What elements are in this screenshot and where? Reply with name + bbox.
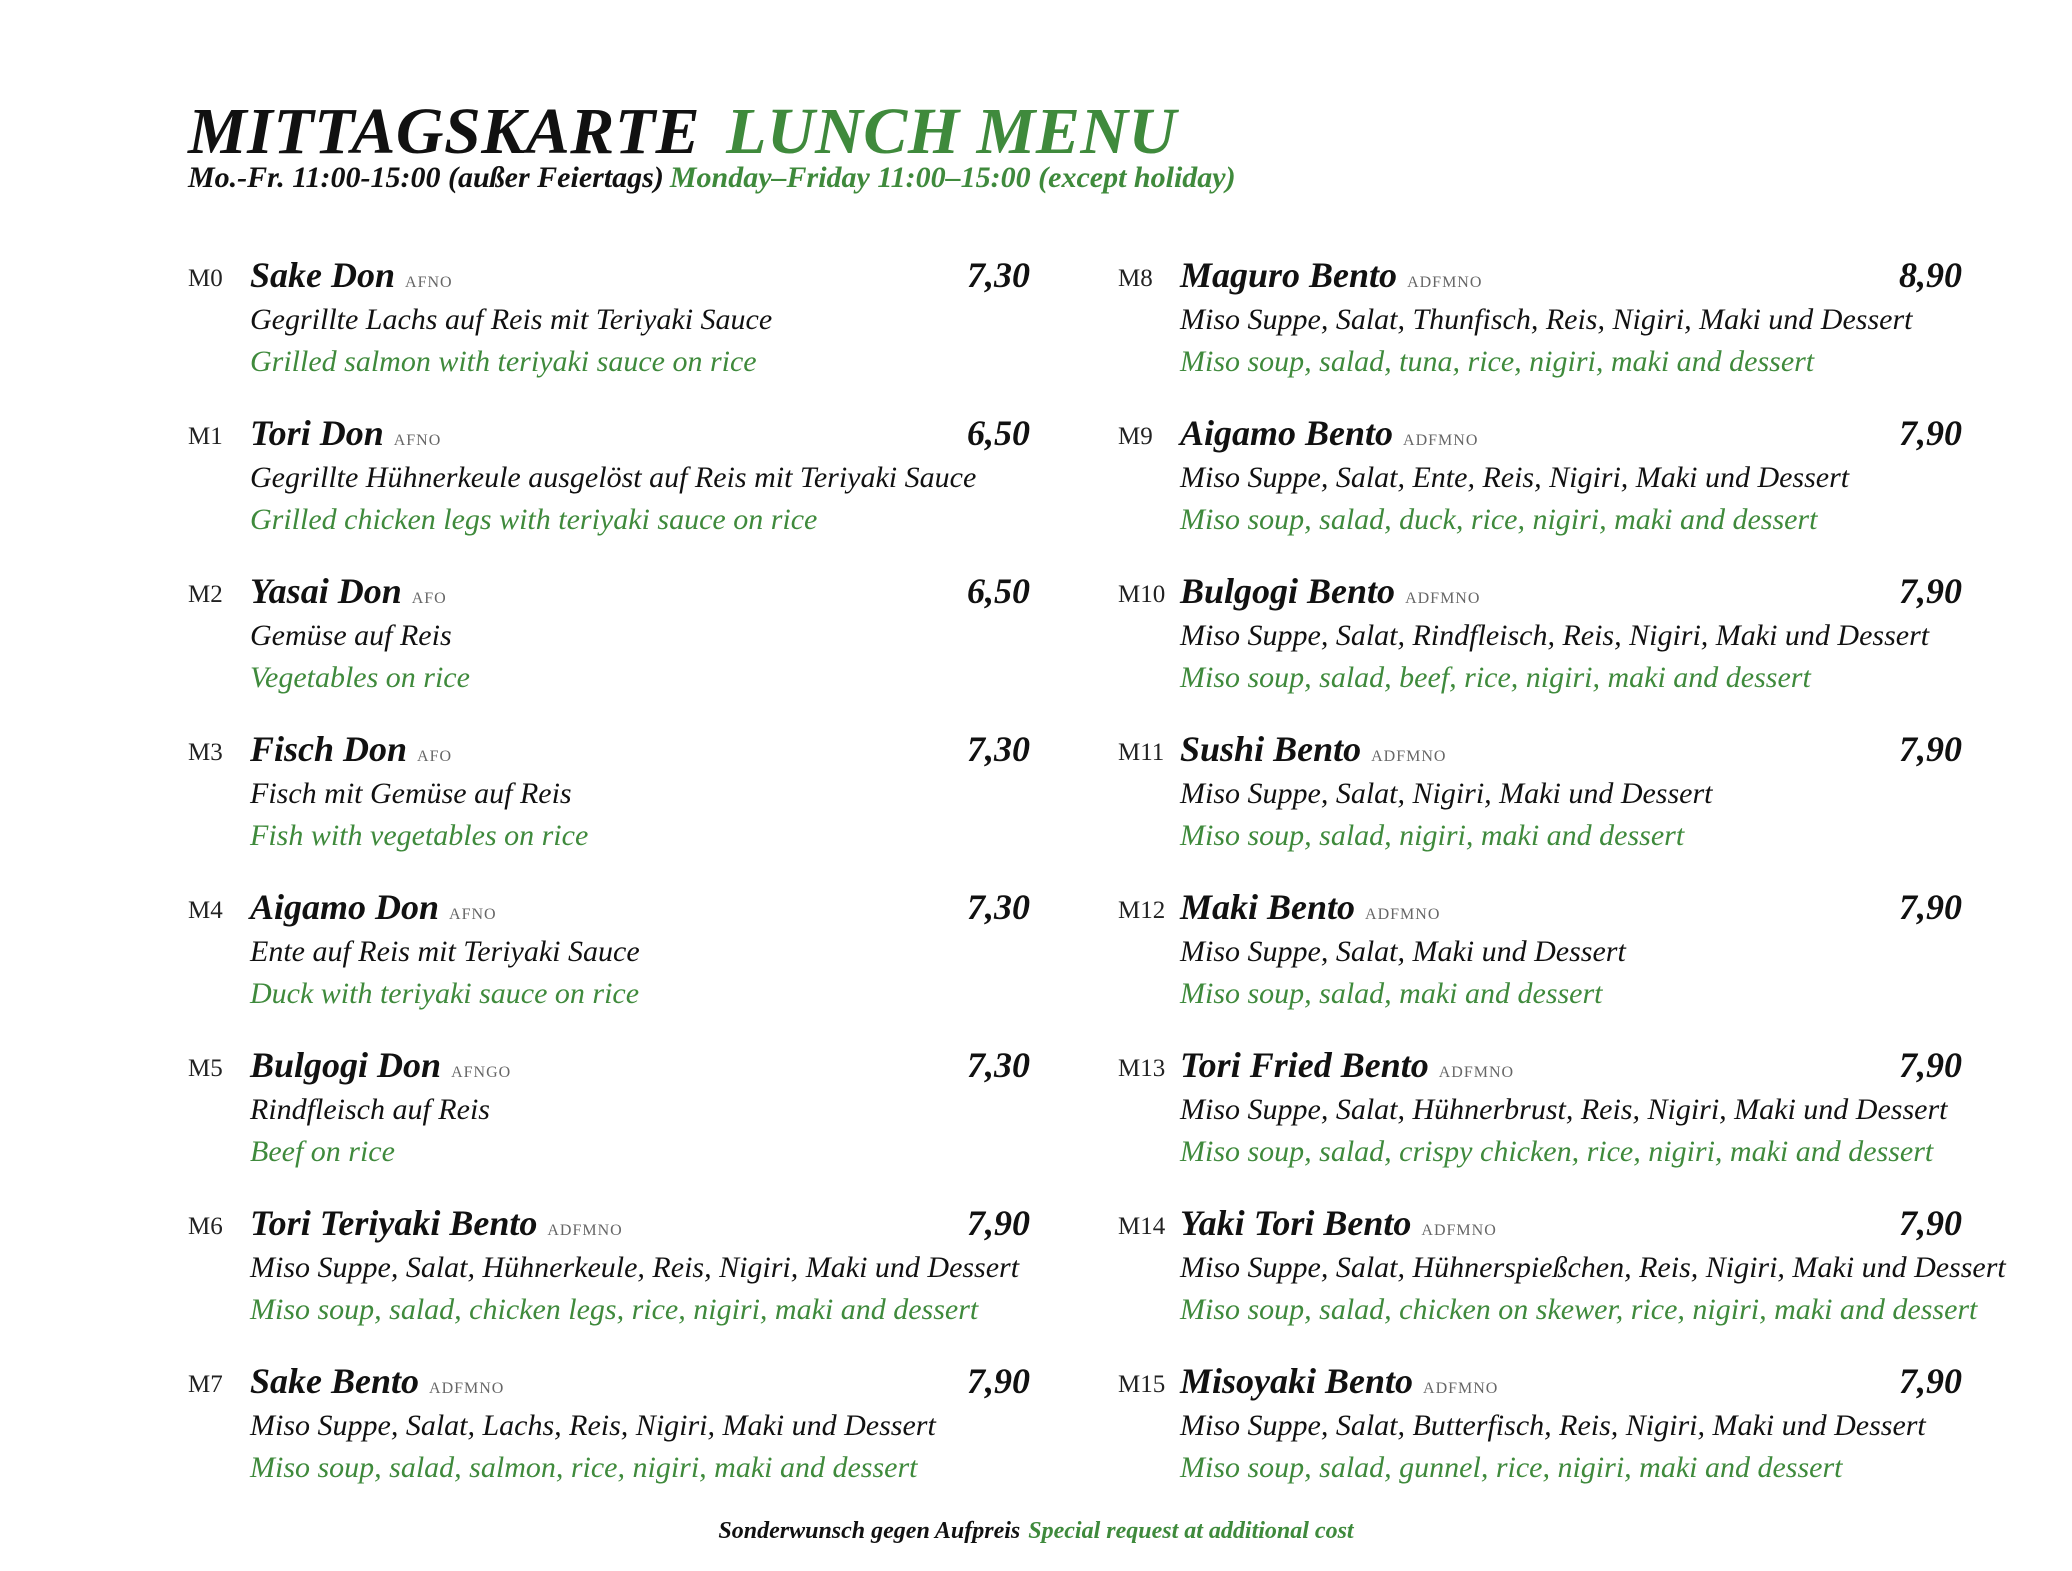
menu-item: [188, 1040, 1038, 1198]
item-description-english: Miso soup, salad, chicken on skewer, rice, nigiri, maki and dessert: [1180, 1293, 1978, 1326]
menu-item: [1118, 408, 1998, 566]
item-allergens: ADFMNO: [1365, 906, 1441, 923]
item-description-german: Miso Suppe, Salat, Ente, Reis, Nigiri, Maki und Dessert: [1180, 461, 1850, 494]
item-name-text: Sushi Bento: [1180, 729, 1362, 769]
item-description-german: Ente auf Reis mit Teriyaki Sauce: [250, 935, 640, 968]
item-name-text: Maguro Bento: [1180, 255, 1398, 295]
item-description-english: Beef on rice: [250, 1135, 395, 1168]
menu-item: [188, 408, 1038, 566]
item-name-text: Bulgogi Bento: [1180, 571, 1396, 611]
item-description-english: Miso soup, salad, chicken legs, rice, nigiri, maki and dessert: [250, 1293, 979, 1326]
item-allergens: AFO: [411, 590, 447, 607]
menu-column-right: [1118, 250, 2006, 1514]
item-price: 7,30: [967, 255, 1030, 295]
item-allergens: AFNGO: [451, 1064, 512, 1081]
menu-item: [1118, 1356, 1998, 1514]
menu-item: [1118, 1040, 1998, 1198]
item-price: 8,90: [1899, 255, 1962, 295]
item-allergens: AFO: [417, 748, 453, 765]
item-description-english: Duck with teriyaki sauce on rice: [250, 977, 640, 1010]
item-description-english: Miso soup, salad, nigiri, maki and dessert: [1180, 819, 1685, 852]
footer-note-english: Special request at additional cost: [1028, 1518, 1354, 1544]
hours-english: Monday–Friday 11:00–15:00 (except holiday): [669, 161, 1236, 194]
item-name-text: Tori Teriyaki Bento: [250, 1203, 538, 1243]
item-code: M1: [188, 423, 223, 450]
item-allergens: ADFMNO: [429, 1380, 505, 1397]
item-allergens: ADFMNO: [1407, 274, 1483, 291]
item-name-text: Sake Bento: [250, 1361, 420, 1401]
item-code: M4: [188, 897, 223, 924]
item-description-english: Fish with vegetables on rice: [250, 819, 589, 852]
menu-item: [188, 1356, 1038, 1514]
item-description-german: Gemüse auf Reis: [250, 619, 452, 652]
title-english: LUNCH MENU: [726, 95, 1177, 168]
item-code: M7: [188, 1371, 223, 1398]
item-description-german: Gegrillte Lachs auf Reis mit Teriyaki Sauce: [250, 303, 773, 336]
item-price: 7,90: [1899, 413, 1962, 453]
item-description-german: Gegrillte Hühnerkeule ausgelöst auf Reis mit Teriyaki Sauce: [250, 461, 977, 494]
item-description-english: Miso soup, salad, salmon, rice, nigiri, maki and dessert: [250, 1451, 918, 1484]
item-price: 6,50: [967, 571, 1030, 611]
item-description-english: Miso soup, salad, beef, rice, nigiri, maki and dessert: [1180, 661, 1811, 694]
item-description-english: Miso soup, salad, maki and dessert: [1180, 977, 1603, 1010]
item-description-english: Miso soup, salad, duck, rice, nigiri, maki and dessert: [1180, 503, 1818, 536]
item-description-german: Miso Suppe, Salat, Hühnerkeule, Reis, Nigiri, Maki und Dessert: [250, 1251, 1020, 1284]
menu-item: [188, 724, 1038, 882]
item-description-german: Miso Suppe, Salat, Rindfleisch, Reis, Nigiri, Maki und Dessert: [1180, 619, 1930, 652]
item-description-english: Grilled chicken legs with teriyaki sauce on rice: [250, 503, 818, 536]
item-allergens: ADFMNO: [547, 1222, 623, 1239]
item-price: 7,30: [967, 729, 1030, 769]
item-description-english: Miso soup, salad, gunnel, rice, nigiri, maki and dessert: [1180, 1451, 1843, 1484]
item-description-german: Miso Suppe, Salat, Hühnerbrust, Reis, Nigiri, Maki und Dessert: [1180, 1093, 1948, 1126]
item-name-text: Tori Don: [250, 413, 384, 453]
item-code: M12: [1118, 897, 1166, 924]
item-price: 7,90: [967, 1361, 1030, 1401]
item-code: M14: [1118, 1213, 1166, 1240]
item-description-english: Grilled salmon with teriyaki sauce on rice: [250, 345, 757, 378]
menu-item: [1118, 250, 1998, 408]
item-description-english: Miso soup, salad, crispy chicken, rice, nigiri, maki and dessert: [1180, 1135, 1934, 1168]
item-code: M5: [188, 1055, 223, 1082]
item-description-german: Fisch mit Gemüse auf Reis: [250, 777, 572, 810]
item-name-text: Misoyaki Bento: [1180, 1361, 1414, 1401]
item-description-german: Miso Suppe, Salat, Maki und Dessert: [1180, 935, 1626, 968]
item-allergens: AFNO: [405, 274, 453, 291]
item-description-german: Miso Suppe, Salat, Nigiri, Maki und Dessert: [1180, 777, 1713, 810]
item-code: M10: [1118, 581, 1166, 608]
item-price: 7,30: [967, 887, 1030, 927]
menu-item: [188, 882, 1038, 1040]
item-name-text: Tori Fried Bento: [1180, 1045, 1429, 1085]
footer-note-german: Sonderwunsch gegen Aufpreis: [718, 1518, 1021, 1544]
menu-item: [1118, 724, 1998, 882]
item-price: 7,90: [1899, 1361, 1962, 1401]
item-code: M9: [1118, 423, 1153, 450]
item-price: 7,90: [1899, 887, 1962, 927]
item-name-text: Aigamo Bento: [1180, 413, 1394, 453]
item-allergens: AFNO: [393, 432, 442, 449]
item-allergens: ADFMNO: [1438, 1064, 1515, 1081]
item-description-english: Miso soup, salad, tuna, rice, nigiri, maki and dessert: [1180, 345, 1815, 378]
item-allergens: ADFMNO: [1421, 1222, 1497, 1239]
item-allergens: AFNO: [449, 906, 497, 923]
item-description-german: Miso Suppe, Salat, Lachs, Reis, Nigiri, Maki und Dessert: [250, 1409, 936, 1442]
item-name-text: Sake Don: [250, 255, 396, 295]
item-description-german: Miso Suppe, Salat, Butterfisch, Reis, Nigiri, Maki und Dessert: [1180, 1409, 1926, 1442]
item-description-german: Miso Suppe, Salat, Thunfisch, Reis, Nigiri, Maki und Dessert: [1180, 303, 1913, 336]
item-name-text: Fisch Don: [250, 729, 408, 769]
item-code: M13: [1118, 1055, 1166, 1082]
footer-note: [0, 1516, 2072, 1546]
item-price: 7,90: [1899, 571, 1962, 611]
item-name-text: Yaki Tori Bento: [1180, 1203, 1412, 1243]
menu-item: [1118, 882, 1998, 1040]
menu-column-left: [188, 250, 1038, 1514]
item-price: 7,90: [1899, 729, 1962, 769]
title-german: MITTAGSKARTE: [188, 95, 701, 168]
item-code: M11: [1118, 739, 1165, 766]
item-code: M2: [188, 581, 223, 608]
item-allergens: ADFMNO: [1371, 748, 1447, 765]
item-allergens: ADFMNO: [1423, 1380, 1499, 1397]
item-code: M15: [1118, 1371, 1166, 1398]
item-description-german: Rindfleisch auf Reis: [250, 1093, 490, 1126]
menu-item: [188, 1198, 1038, 1356]
item-allergens: ADFMNO: [1403, 432, 1479, 449]
opening-hours: [188, 160, 1236, 196]
item-price: 7,90: [1899, 1203, 1962, 1243]
item-name-text: Bulgogi Don: [250, 1045, 442, 1085]
menu-item: [1118, 1198, 2006, 1356]
item-name-text: Yasai Don: [250, 571, 402, 611]
item-description-english: Vegetables on rice: [250, 661, 470, 694]
item-code: M8: [1118, 265, 1153, 292]
item-code: M3: [188, 739, 223, 766]
item-code: M6: [188, 1213, 223, 1240]
item-price: 7,90: [967, 1203, 1030, 1243]
hours-german: Mo.-Fr. 11:00-15:00 (außer Feiertags): [188, 161, 664, 194]
item-price: 7,30: [967, 1045, 1030, 1085]
menu-item: [188, 250, 1038, 408]
item-description-german: Miso Suppe, Salat, Hühnerspießchen, Reis, Nigiri, Maki und Dessert: [1180, 1251, 2006, 1284]
item-code: M0: [188, 265, 223, 292]
item-price: 6,50: [967, 413, 1030, 453]
item-name-text: Maki Bento: [1180, 887, 1356, 927]
item-name-text: Aigamo Don: [250, 887, 440, 927]
item-allergens: ADFMNO: [1405, 590, 1481, 607]
menu-item: [188, 566, 1038, 724]
menu-item: [1118, 566, 1998, 724]
item-price: 7,90: [1899, 1045, 1962, 1085]
